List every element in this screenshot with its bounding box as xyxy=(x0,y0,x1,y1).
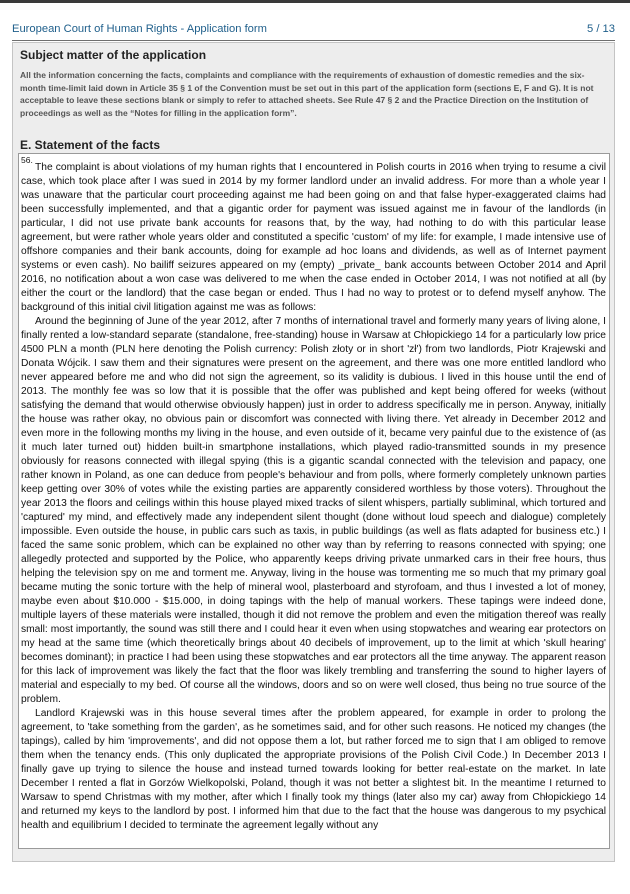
page-header xyxy=(12,23,615,39)
form-title: European Court of Human Rights - Application form xyxy=(12,23,267,35)
form-panel xyxy=(12,42,615,862)
page-number: 5 / 13 xyxy=(587,23,615,35)
statement-text-field[interactable] xyxy=(18,153,610,849)
statement-text xyxy=(21,161,606,833)
paragraph: Around the beginning of June of the year 2012, after 7 months of international travel and formerly many years of living alone, I finally rented a low-standard separate (standalone, free-standing) house in Warsaw at Chłopickiego 14 for a particularly low price 4500 PLN a month (PLN here denoting the Polish currency: Polish złoty or in short 'zł') from two landlords, Piotr Krajewski and Donata Wójcik. I saw them and their signatures were present on the agreement, and there was one more entitled landlord who never appeared before me and who did not sign the agreement, so its validity is dubious. I lived in this house until the end of 2013. The monthly fee was so low that it is possible that the offer was published and kept being offered for weeks (without satisfying the demand that would otherwise obviously happen) just in order to address specifically me in person. Anyway, initially the house was rather okay, no obvious pain or discomfort was connected with living there. Yet already in December 2012 and even more in the following months my living in the house, and even outside of it, became very painful due to the existence of (as it much later turned out) hidden built-in smartphone installations, which played radio-transmitted sounds in my presence obviously for reasons connected with illegal spying (this is a gigantic scandal connected with the television and papacy, one rather known in Poland, as one can deduce from people's behaviour and from polls, where formerly completely unknown parties keep getting over 30% of votes while the existing parties are apparently considered worthless by those voters). Throughout the year 2013 the floors and ceilings within this house played mixed tracks of silent whispers, partially subliminal, which tortured and 'captured' my mind, and effectively made any independent silent thought (done without loud speech and dialogue) completely impossible. Even outside the house, in public cars such as taxis, in public buildings (as well as flats adapted for business etc.) I faced the same sonic problem, which can be explained no other way than by referring to reasons connected with spying; one allegedly protected and supported by the Police, who apparently keeps driving private unmarked cars in their free hours, thus helping the television spy on me and torment me. Anyway, living in the house was tormenting me so much that my primary goal became muting the sonic torture with the help of mineral wool, plasterboard and styrofoam, and thus I invested a lot of money, maybe even about $10.000 - $15.000, in doing tapings with the help of manual workers. These tapings were indeed done, multiple layers of these materials were installed, though it did not remove the problem and even the mitigation thereof was really small: most importantly, the sound was still there and I could hear it even when using stopwatches and wearing ear protectors on my head at the same time (which theoretically brings about 40 decibels of improvement, up to the limit at which 'skull hearing' becomes dominant); in practice I had been using these stopwatches and ear protectors all the time anyway. The apparent reason for this lack of improvement was likely the fact that the floor was likely trembling and transferring the sound to higher layers of material and especially to my bed. Of course all the windows, doors and so on were well closed, thus being no true source of the problem. xyxy=(21,316,606,705)
field-number: 56. xyxy=(21,155,33,165)
paragraph: Landlord Krajewski was in this house several times after the problem appeared, for example in order to prolong the agreement, to 'take something from the garden', as he sometimes said, and for other such reasons. He noticed my changes (the tapings), called by him 'improvements', and did not oppose them a lot, but rather forced me to sign that I am obliged to remove them when the tenancy ends. (This only duplicated the appropriate provisions of the Polish Civil Code.) In December 2013 I finally gave up trying to silence the house and instead turned towards looking for better real-estate on the market. In late December I rented a flat in Gorzów Wielkopolski, Poland, though it was not better a slightest bit. In the meantime I returned to Warsaw to spend Christmas with my mother, after which I finally took my things (later also my car) away from Chłopickiego 14 and returned my keys to the landlord by post. I informed him that due to the fact that the house was dangerous to my psychical health and equilibrium I decided to terminate the agreement legally without any xyxy=(21,708,606,831)
header-divider xyxy=(12,40,615,41)
statement-title: E. Statement of the facts xyxy=(20,138,161,152)
paragraph: The complaint is about violations of my human rights that I encountered in Polish courts in 2016 when trying to resume a civil case, which took place after I was sued in 2014 by my former landlord under an invalid address. For more than a whole year I was unaware that the particular court proceeding against me had been going on and that false hyper-exaggerated claims had been successfully implemented, and that a gigantic order for payment was issued against me in favour of the landlords (in particular, I did not use private bank accounts for reasons that, by the way, had nothing to do with this particular lease agreement, but were rather whole years older and constituted a specific 'custom' of my life: for example, I made intensive use of offshore companies and their bank accounts, doing for example ad hoc loans and dividends, as well as of Internet payment systems or even cash). No bailiff seizures appeared on my (empty) _private_ bank accounts between October 2014 and April 2016, no notification about a won case was delivered to me when the case ended in October 2014, I was not notified at all (by either the court or the landlord) that the case began or ended. Thus I had no way to protest or to defend myself anyhow. The background of this initial civil litigation against me was as follows: xyxy=(21,162,606,313)
top-border xyxy=(0,0,630,3)
section-description: All the information concerning the facts, complaints and compliance with the requirements of exhaustion of domestic remedies and the six-month time-limit laid down in Article 35 § 1 of the Convention must be set out in this part of the application form (sections E, F and G). It is not acceptable to leave these sections blank or simply to refer to attached sheets. See Rule 47 § 2 and the Practice Direction on the Institution of proceedings as well as the “Notes for filling in the application form”. xyxy=(20,70,594,118)
section-title: Subject matter of the application xyxy=(20,48,207,62)
